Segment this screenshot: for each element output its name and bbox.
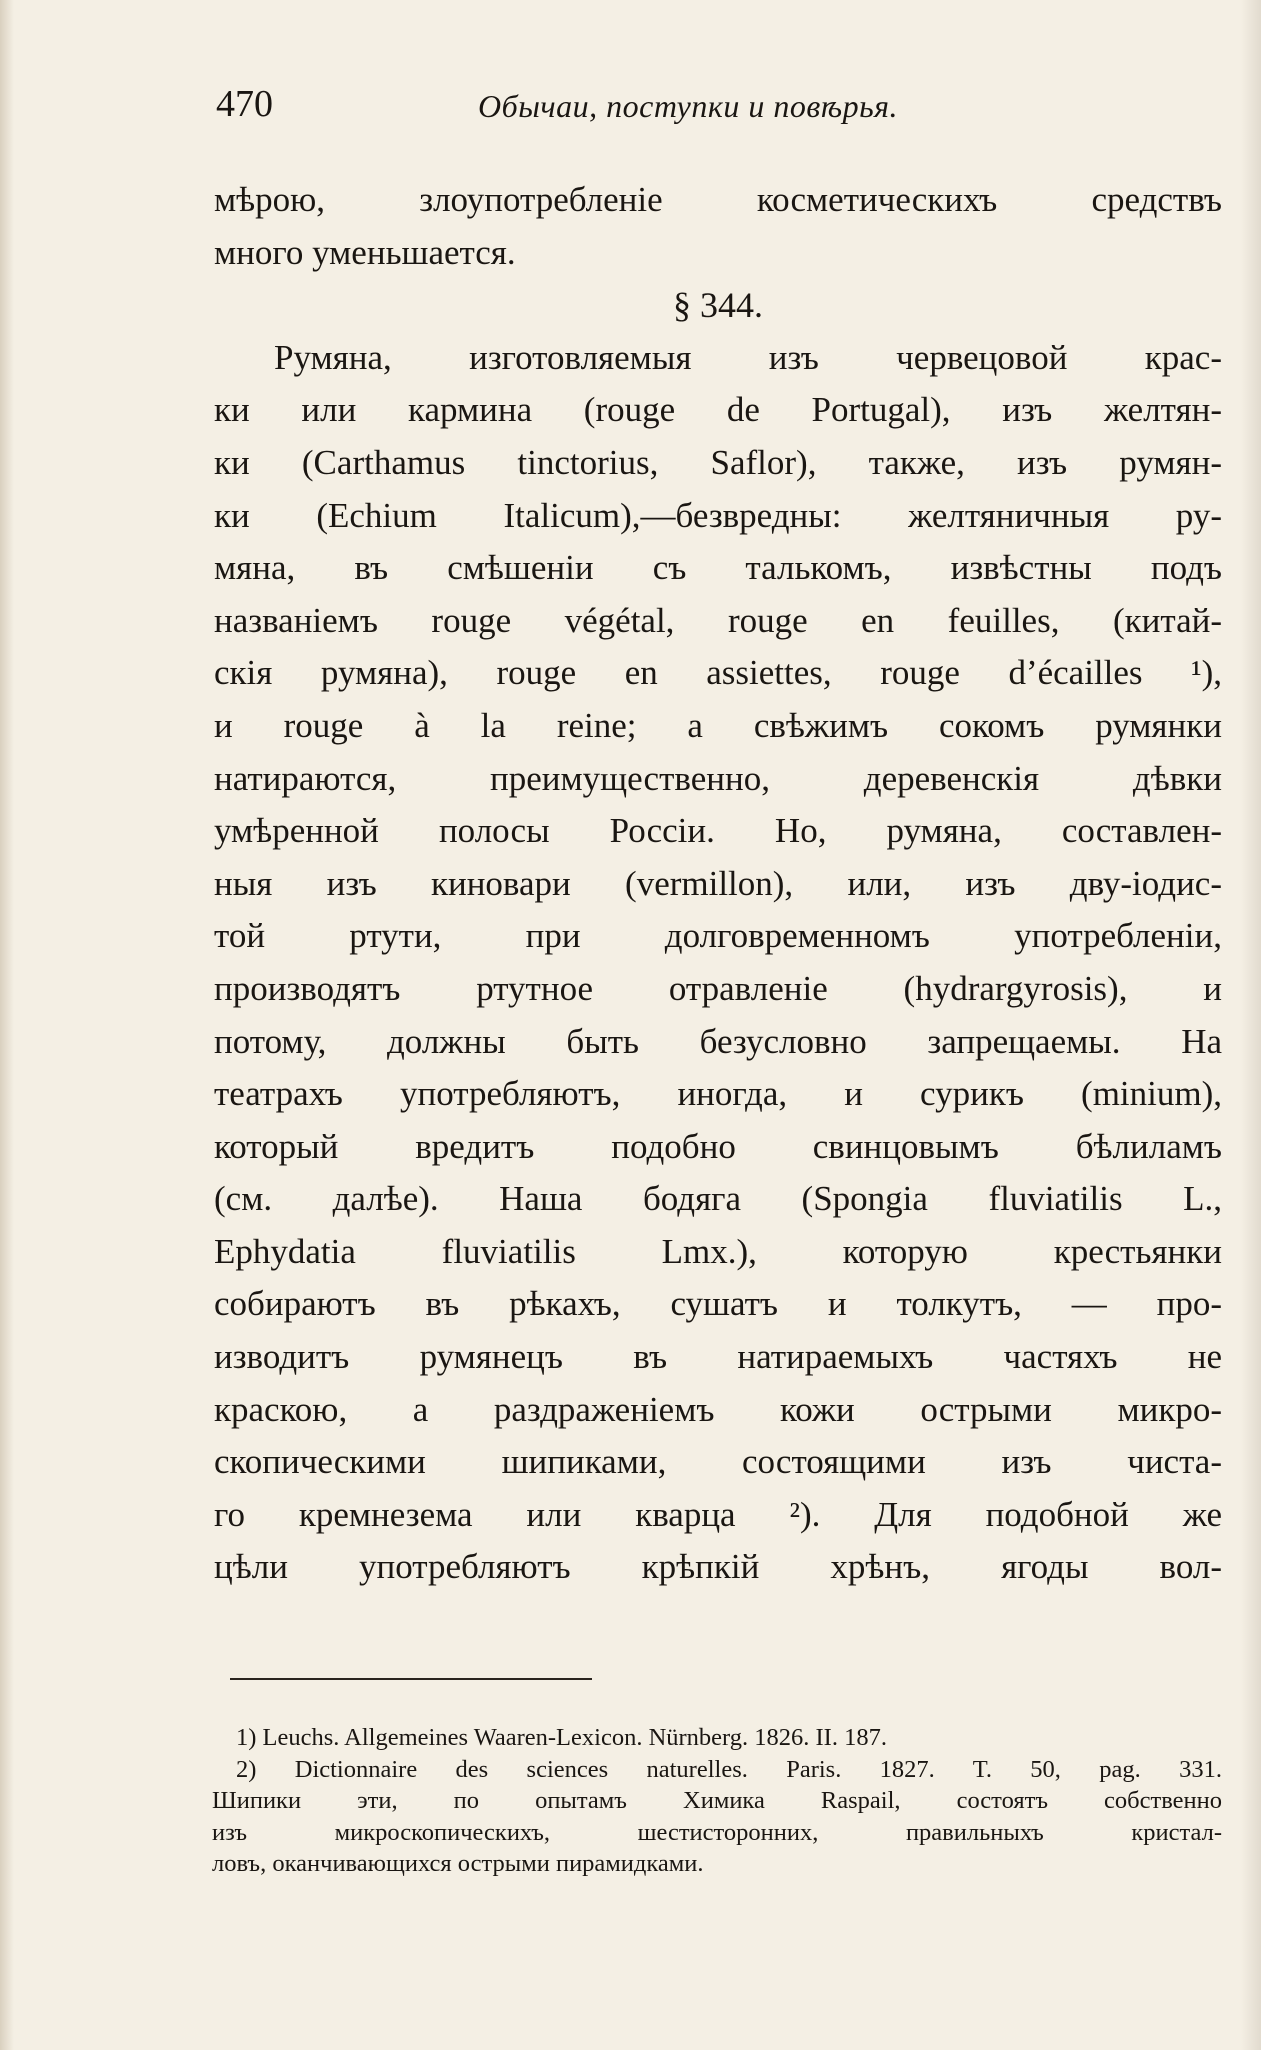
- running-title: Обычаи, поступки и повѣрья.: [478, 88, 898, 124]
- text-line: ки (Carthamus tinctorius, Saflor), также, изъ румян-: [214, 442, 1222, 482]
- text-line: Ephydatia fluviatilis Lmx.), которую крестьянки: [214, 1231, 1222, 1271]
- footnote-line: 1) Leuchs. Allgemeines Waaren-Lexicon. Nürnberg. 1826. II. 187.: [236, 1724, 887, 1751]
- text-line: натираются, преимущественно, деревенскія дѣвки: [214, 758, 1222, 798]
- footnote-line: ловъ, оканчивающихся острыми пирамидками.: [212, 1850, 704, 1877]
- text-line: изводитъ румянецъ въ натираемыхъ частяхъ не: [214, 1337, 1222, 1377]
- text-line: который вредитъ подобно свинцовымъ бѣлиламъ: [214, 1126, 1222, 1166]
- text-line: той ртути, при долговременномъ употребленіи,: [214, 916, 1222, 956]
- text-line: го кремнезема или кварца ²). Для подобной же: [214, 1494, 1222, 1534]
- page-number: 470: [216, 83, 273, 125]
- text-line: цѣли употребляютъ крѣпкій хрѣнъ, ягоды вол-: [214, 1547, 1222, 1587]
- text-line: потому, должны быть безусловно запрещаемы. На: [214, 1021, 1222, 1061]
- text-line: ныя изъ киновари (vermillon), или, изъ дву-іодис-: [214, 863, 1222, 903]
- text-line: Румяна, изготовляемыя изъ червецовой крас-: [274, 337, 1222, 377]
- text-line: театрахъ употребляютъ, иногда, и сурикъ (minium),: [214, 1074, 1222, 1114]
- text-line: производятъ ртутное отравленіе (hydrargyrosis), и: [214, 968, 1222, 1008]
- body-text: [214, 174, 1222, 1594]
- section-heading: § 344.: [673, 285, 763, 326]
- page-header: [216, 82, 1226, 132]
- text-line: краскою, а раздраженіемъ кожи острыми микро-: [214, 1389, 1222, 1429]
- text-line: (см. далѣе). Наша бодяга (Spongia fluviatilis L.,: [214, 1179, 1222, 1219]
- footnote-divider: [230, 1678, 592, 1680]
- text-line: собираютъ въ рѣкахъ, сушатъ и толкутъ, — про-: [214, 1284, 1222, 1324]
- text-line: названіемъ rouge végétal, rouge en feuilles, (китай-: [214, 600, 1222, 640]
- text-line: умѣренной полосы Россіи. Но, румяна, составлен-: [214, 811, 1222, 851]
- page-left-edge: [0, 0, 14, 2050]
- text-line: мѣрою, злоупотребленіе косметическихъ средствъ: [214, 180, 1222, 219]
- text-line: скія румяна), rouge en assiettes, rouge d’écailles ¹),: [214, 653, 1222, 693]
- text-line: скопическими шипиками, состоящими изъ чиста-: [214, 1442, 1222, 1482]
- text-line: мяна, въ смѣшеніи съ талькомъ, извѣстны подъ: [214, 548, 1222, 588]
- footnotes: [212, 1722, 1222, 1880]
- footnote-line: 2) Dictionnaire des sciences naturelles. Paris. 1827. T. 50, pag. 331.: [236, 1755, 1222, 1783]
- footnote-line: изъ микроскопическихъ, шестисторонних, правильныхъ кристал-: [212, 1818, 1222, 1846]
- text-line: ки (Echium Italicum),—безвредны: желтяничныя ру-: [214, 495, 1222, 535]
- text-line: ки или кармина (rouge de Portugal), изъ желтян-: [214, 390, 1222, 430]
- text-line: и rouge à la reine; а свѣжимъ сокомъ румянки: [214, 705, 1222, 745]
- text-line: много уменьшается.: [214, 232, 516, 272]
- footnote-line: Шипики эти, по опытамъ Химика Raspail, состоятъ собственно: [212, 1787, 1222, 1814]
- page-right-shadow: [1241, 0, 1261, 2050]
